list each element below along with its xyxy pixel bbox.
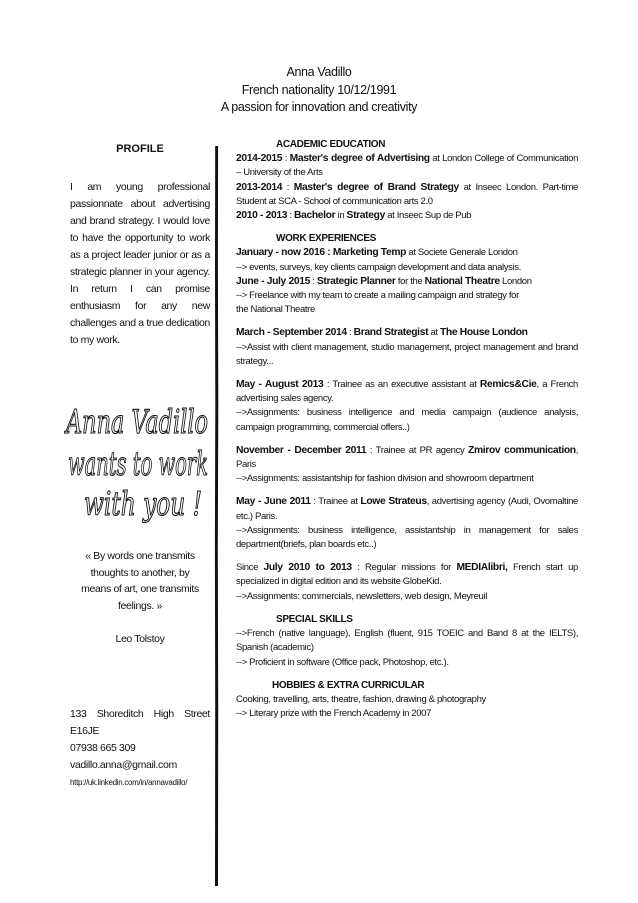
slogan-line-2: wants to work: [68, 444, 208, 483]
job-3-header: March - September 2014 : Brand Strategist at The House London: [236, 327, 528, 339]
work-title: WORK EXPERIENCES: [276, 233, 376, 245]
job-3-description: -->Assist with client management, studio management, project management and brand strategy...: [236, 341, 578, 367]
main-content: [236, 138, 578, 721]
job-4-header: May - August 2013 : Trainee as an executive assistant at Remics&Cie, a French advertising sales agency.: [236, 379, 578, 405]
address-line-1: 133 Shoreditch High Street: [70, 708, 210, 720]
hobbies-list: Cooking, travelling, arts, theatre, fashion, drawing & photography: [236, 693, 486, 705]
job-1-header: January - now 2016 : Marketing Temp at Societe Generale London: [236, 247, 518, 259]
education-title: ACADEMIC EDUCATION: [276, 139, 386, 150]
tagline: A passion for innovation and creativity: [220, 100, 418, 114]
job-2-header: June - July 2015 : Strategic Planner for the National Theatre London: [236, 275, 532, 287]
job-7-header: Since July 2010 to 2013 : Regular missions for MEDIAlibri, French start up specialized in digital edition and its website GlobeKid.: [236, 562, 578, 588]
job-2-description-1: --> Freelance with my team to create a mailing campaign and strategy for: [236, 290, 519, 302]
slogan-line-3: with you !: [84, 484, 202, 523]
job-6-header: May - June 2011 : Trainee at Lowe Strateus, advertising agency (Audi, Ovomaltine etc.) Paris.: [236, 496, 578, 522]
contact-block: [70, 706, 210, 791]
education-item-3: 2010 - 2013 : Bachelor in Strategy at Inseec Sup de Pub: [236, 210, 472, 222]
job-1-description: --> events, surveys, key clients campaign development and data analysis.: [236, 261, 522, 273]
job-7-description: -->Assignments: commercials, newsletters, web design, Meyreuil: [236, 590, 487, 602]
email[interactable]: vadillo.anna@gmail.com: [70, 759, 177, 771]
job-5-header: November - December 2011 : Trainee at PR agency Zmirov communication, Paris: [236, 444, 579, 471]
candidate-name: Anna Vadillo: [286, 65, 352, 79]
handwritten-slogan: [64, 395, 214, 523]
quote-author: Leo Tolstoy: [115, 633, 165, 645]
skills-languages: -->French (native language), English (fluent, 915 TOEIC and Band 8 at the IELTS), Spanish (academic): [236, 628, 578, 654]
phone: 07938 665 309: [70, 742, 136, 754]
header: [0, 64, 638, 117]
skills-software: --> Proficient in software (Office pack, Photoshop, etc.).: [236, 656, 449, 668]
education-item-1: 2014-2015 : Master's degree of Advertising at London College of Communication – University of the Arts: [236, 153, 578, 179]
job-6-description: -->Assignments: business intelligence, assistantship in management for sales department(briefs, plan boards etc..): [236, 524, 578, 551]
slogan-line-1: Anna Vadillo: [64, 402, 208, 441]
profile-text: I am young professional passionnate about advertising and brand strategy. I would love to have the opportunity to work as a project leader junior or as a strategic planner in your agency. In return I can promise enthusiasm for any new challenges and a true dedication to my work.: [70, 181, 210, 346]
nationality-line: French nationality 10/12/1991: [241, 82, 397, 97]
job-2-description-2: the National Theatre: [236, 304, 315, 316]
vertical-divider: [214, 146, 219, 886]
address-line-2: E16JE: [70, 725, 100, 737]
quote-block: [80, 548, 200, 648]
profile-section: [70, 143, 210, 349]
profile-title: PROFILE: [116, 143, 164, 155]
education-item-2: 2013-2014 : Master's degree of Brand Strategy at Inseec London. Part-time Student at SCA - School of communication arts 2.0: [236, 181, 578, 207]
linkedin-link[interactable]: http://uk.linkedin.com/in/annavadillo/: [70, 778, 188, 787]
hobbies-title: HOBBIES & EXTRA CURRICULAR: [272, 679, 425, 691]
job-4-description: -->Assignments: business intelligence and media campaign (audience analysis, campaign programming, commercial offers..): [236, 407, 578, 433]
skills-title: SPECIAL SKILLS: [276, 613, 353, 625]
job-5-description: -->Assignments: assistantship for fashion division and showroom department: [236, 473, 534, 485]
hobbies-prize: --> Literary prize with the French Academy in 2007: [236, 708, 432, 720]
quote-text: « By words one transmits thoughts to another, by means of art, one transmits feelings. »: [81, 550, 199, 612]
